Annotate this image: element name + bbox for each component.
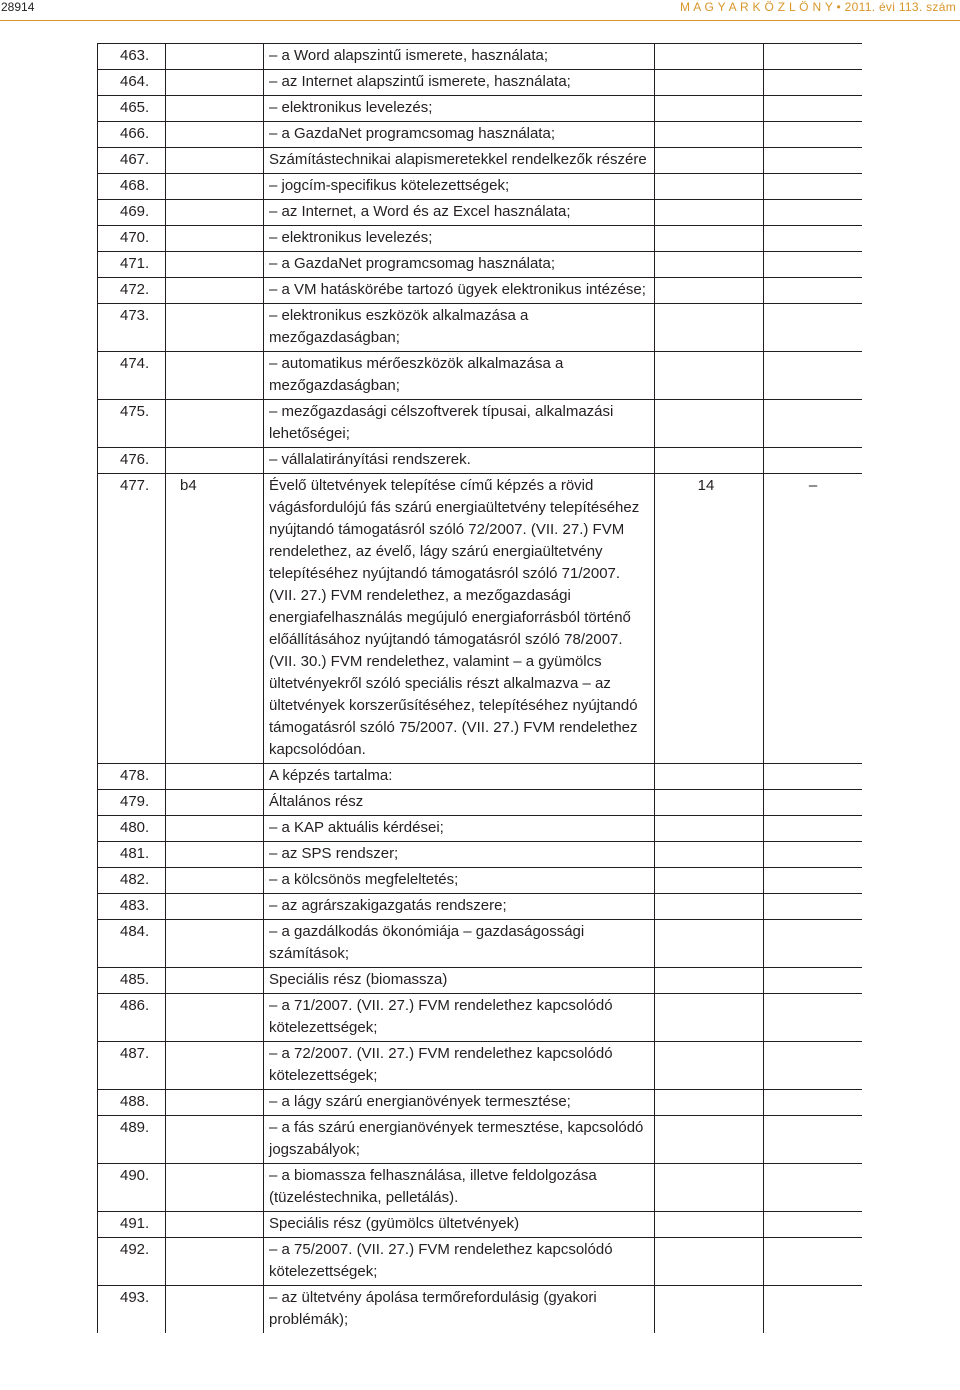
table-row xyxy=(98,1212,863,1238)
row-hours xyxy=(655,96,764,122)
row-code xyxy=(166,44,264,70)
row-number: 492. xyxy=(98,1238,166,1286)
row-extra xyxy=(764,96,863,122)
row-hours xyxy=(655,1042,764,1090)
row-extra xyxy=(764,816,863,842)
table-row xyxy=(98,764,863,790)
row-extra xyxy=(764,1286,863,1334)
table-row xyxy=(98,842,863,868)
table-row xyxy=(98,1042,863,1090)
row-extra xyxy=(764,304,863,352)
table-row xyxy=(98,200,863,226)
row-code xyxy=(166,1212,264,1238)
row-code xyxy=(166,226,264,252)
row-number: 493. xyxy=(98,1286,166,1334)
table-row xyxy=(98,148,863,174)
row-text: – mezőgazdasági célszoftverek típusai, alkalmazási lehetőségei; xyxy=(264,400,655,448)
row-code xyxy=(166,1238,264,1286)
row-number: 483. xyxy=(98,894,166,920)
table-row xyxy=(98,994,863,1042)
row-text: – a 72/2007. (VII. 27.) FVM rendelethez kapcsolódó kötelezettségek; xyxy=(264,1042,655,1090)
table-row xyxy=(98,474,863,764)
row-text: – vállalatirányítási rendszerek. xyxy=(264,448,655,474)
table-row xyxy=(98,278,863,304)
row-extra xyxy=(764,44,863,70)
row-extra xyxy=(764,1212,863,1238)
row-extra xyxy=(764,790,863,816)
row-hours xyxy=(655,44,764,70)
row-text: Évelő ültetvények telepítése című képzés a rövid vágásfordulójú fás szárú energiaültetvény telepítéséhez nyújtandó támogatásról szóló 72/2007. (VII. 27.) FVM rendelethez, az évelő, lágy szárú energiaültetvény telepítéséhez nyújtandó támogatásról szóló 71/2007. (VII. 27.) FVM rendelethez, a mezőgazdasági energiafelhasználás megújuló energiaforrásból történő előállításához nyújtandó támogatásról szóló 78/2007. (VII. 30.) FVM rendelethez, valamint – a gyümölcs ültetvényekről szóló speciális részt alkalmazva – az ültetvények korszerűsítéséhez, telepítéséhez nyújtandó támogatásról szóló 75/2007. (VII. 27.) FVM rendelethez kapcsolódóan. xyxy=(264,474,655,764)
row-hours xyxy=(655,70,764,96)
row-hours xyxy=(655,1212,764,1238)
row-text: – a fás szárú energianövények termesztése, kapcsolódó jogszabályok; xyxy=(264,1116,655,1164)
row-text: – az Internet alapszintű ismerete, használata; xyxy=(264,70,655,96)
row-number: 469. xyxy=(98,200,166,226)
row-number: 465. xyxy=(98,96,166,122)
row-extra xyxy=(764,1116,863,1164)
row-number: 491. xyxy=(98,1212,166,1238)
row-extra xyxy=(764,278,863,304)
row-hours xyxy=(655,278,764,304)
row-code xyxy=(166,790,264,816)
row-text: – elektronikus levelezés; xyxy=(264,96,655,122)
row-extra xyxy=(764,252,863,278)
row-text: – a gazdálkodás ökonómiája – gazdaságossági számítások; xyxy=(264,920,655,968)
row-hours xyxy=(655,968,764,994)
row-hours xyxy=(655,174,764,200)
row-code xyxy=(166,122,264,148)
regulation-table xyxy=(97,43,862,1333)
row-text: – a GazdaNet programcsomag használata; xyxy=(264,252,655,278)
row-hours: 14 xyxy=(655,474,764,764)
row-text: – elektronikus levelezés; xyxy=(264,226,655,252)
table-row xyxy=(98,968,863,994)
row-code xyxy=(166,894,264,920)
row-extra xyxy=(764,174,863,200)
table-row xyxy=(98,1090,863,1116)
journal-title: M A G Y A R K Ö Z L Ö N Y • 2011. évi 113. szám xyxy=(680,0,956,14)
table-row xyxy=(98,868,863,894)
row-hours xyxy=(655,842,764,868)
row-code xyxy=(166,252,264,278)
row-number: 484. xyxy=(98,920,166,968)
row-extra xyxy=(764,920,863,968)
row-code xyxy=(166,278,264,304)
table-row xyxy=(98,894,863,920)
row-extra: – xyxy=(764,474,863,764)
row-hours xyxy=(655,1164,764,1212)
row-extra xyxy=(764,70,863,96)
row-number: 468. xyxy=(98,174,166,200)
row-number: 463. xyxy=(98,44,166,70)
row-text: – a biomassza felhasználása, illetve feldolgozása (tüzeléstechnika, pelletálás). xyxy=(264,1164,655,1212)
row-hours xyxy=(655,400,764,448)
row-number: 486. xyxy=(98,994,166,1042)
table-row xyxy=(98,304,863,352)
table-row xyxy=(98,174,863,200)
table-row xyxy=(98,920,863,968)
row-hours xyxy=(655,352,764,400)
row-number: 489. xyxy=(98,1116,166,1164)
row-extra xyxy=(764,894,863,920)
row-hours xyxy=(655,226,764,252)
row-hours xyxy=(655,122,764,148)
row-extra xyxy=(764,200,863,226)
row-code xyxy=(166,174,264,200)
row-text: – az SPS rendszer; xyxy=(264,842,655,868)
row-text: – a lágy szárú energianövények termesztése; xyxy=(264,1090,655,1116)
row-hours xyxy=(655,920,764,968)
row-code xyxy=(166,352,264,400)
row-code xyxy=(166,96,264,122)
row-hours xyxy=(655,790,764,816)
table-row xyxy=(98,70,863,96)
row-code xyxy=(166,70,264,96)
row-text: – a kölcsönös megfeleltetés; xyxy=(264,868,655,894)
row-code xyxy=(166,1116,264,1164)
row-number: 487. xyxy=(98,1042,166,1090)
table-row xyxy=(98,1116,863,1164)
row-text: A képzés tartalma: xyxy=(264,764,655,790)
row-hours xyxy=(655,994,764,1042)
row-text: – az agrárszakigazgatás rendszere; xyxy=(264,894,655,920)
row-code xyxy=(166,994,264,1042)
row-number: 477. xyxy=(98,474,166,764)
row-hours xyxy=(655,252,764,278)
table-row xyxy=(98,352,863,400)
row-hours xyxy=(655,1090,764,1116)
table-row xyxy=(98,122,863,148)
row-number: 479. xyxy=(98,790,166,816)
row-extra xyxy=(764,1042,863,1090)
table-row xyxy=(98,1286,863,1334)
row-extra xyxy=(764,1090,863,1116)
row-extra xyxy=(764,352,863,400)
row-code xyxy=(166,920,264,968)
row-text: Speciális rész (biomassza) xyxy=(264,968,655,994)
row-extra xyxy=(764,764,863,790)
header-divider xyxy=(0,20,960,21)
row-code xyxy=(166,968,264,994)
row-text: – a 75/2007. (VII. 27.) FVM rendelethez kapcsolódó kötelezettségek; xyxy=(264,1238,655,1286)
row-text: – a VM hatáskörébe tartozó ügyek elektronikus intézése; xyxy=(264,278,655,304)
row-hours xyxy=(655,148,764,174)
row-number: 471. xyxy=(98,252,166,278)
row-extra xyxy=(764,448,863,474)
table-row xyxy=(98,448,863,474)
row-extra xyxy=(764,1238,863,1286)
row-number: 472. xyxy=(98,278,166,304)
row-number: 488. xyxy=(98,1090,166,1116)
row-text: – az Internet, a Word és az Excel használata; xyxy=(264,200,655,226)
row-text: Általános rész xyxy=(264,790,655,816)
row-code xyxy=(166,1090,264,1116)
row-code xyxy=(166,764,264,790)
row-number: 470. xyxy=(98,226,166,252)
row-hours xyxy=(655,200,764,226)
page-header xyxy=(0,0,960,14)
row-text: – a KAP aktuális kérdései; xyxy=(264,816,655,842)
row-number: 490. xyxy=(98,1164,166,1212)
row-number: 480. xyxy=(98,816,166,842)
row-code xyxy=(166,200,264,226)
table-row xyxy=(98,1164,863,1212)
row-extra xyxy=(764,226,863,252)
row-number: 478. xyxy=(98,764,166,790)
table-row xyxy=(98,816,863,842)
row-text: – elektronikus eszközök alkalmazása a mezőgazdaságban; xyxy=(264,304,655,352)
table-row xyxy=(98,252,863,278)
row-hours xyxy=(655,816,764,842)
row-extra xyxy=(764,968,863,994)
row-hours xyxy=(655,894,764,920)
row-hours xyxy=(655,448,764,474)
row-code: b4 xyxy=(166,474,264,764)
table-row xyxy=(98,226,863,252)
row-text: Speciális rész (gyümölcs ültetvények) xyxy=(264,1212,655,1238)
row-text: – a Word alapszintű ismerete, használata; xyxy=(264,44,655,70)
row-code xyxy=(166,1164,264,1212)
row-text: – az ültetvény ápolása termőrefordulásig (gyakori problémák); xyxy=(264,1286,655,1334)
table-body xyxy=(98,44,863,1334)
table-row xyxy=(98,1238,863,1286)
row-number: 466. xyxy=(98,122,166,148)
row-text: – a 71/2007. (VII. 27.) FVM rendelethez kapcsolódó kötelezettségek; xyxy=(264,994,655,1042)
row-text: – jogcím-specifikus kötelezettségek; xyxy=(264,174,655,200)
row-code xyxy=(166,1042,264,1090)
row-number: 467. xyxy=(98,148,166,174)
table-row xyxy=(98,400,863,448)
table-row xyxy=(98,44,863,70)
row-number: 474. xyxy=(98,352,166,400)
row-code xyxy=(166,816,264,842)
row-code xyxy=(166,1286,264,1334)
row-code xyxy=(166,304,264,352)
row-number: 482. xyxy=(98,868,166,894)
row-extra xyxy=(764,400,863,448)
row-code xyxy=(166,148,264,174)
row-code xyxy=(166,400,264,448)
row-number: 473. xyxy=(98,304,166,352)
row-code xyxy=(166,868,264,894)
page-number: 28914 xyxy=(1,0,35,14)
row-text: – a GazdaNet programcsomag használata; xyxy=(264,122,655,148)
row-hours xyxy=(655,1286,764,1334)
row-extra xyxy=(764,122,863,148)
row-extra xyxy=(764,1164,863,1212)
row-number: 476. xyxy=(98,448,166,474)
table-row xyxy=(98,790,863,816)
row-number: 485. xyxy=(98,968,166,994)
row-hours xyxy=(655,868,764,894)
row-hours xyxy=(655,1238,764,1286)
row-number: 475. xyxy=(98,400,166,448)
row-text: Számítástechnikai alapismeretekkel rendelkezők részére xyxy=(264,148,655,174)
row-text: – automatikus mérőeszközök alkalmazása a mezőgazdaságban; xyxy=(264,352,655,400)
row-number: 464. xyxy=(98,70,166,96)
row-hours xyxy=(655,304,764,352)
row-hours xyxy=(655,764,764,790)
row-number: 481. xyxy=(98,842,166,868)
row-extra xyxy=(764,148,863,174)
table-row xyxy=(98,96,863,122)
row-extra xyxy=(764,868,863,894)
row-extra xyxy=(764,842,863,868)
row-code xyxy=(166,842,264,868)
row-hours xyxy=(655,1116,764,1164)
row-extra xyxy=(764,994,863,1042)
row-code xyxy=(166,448,264,474)
